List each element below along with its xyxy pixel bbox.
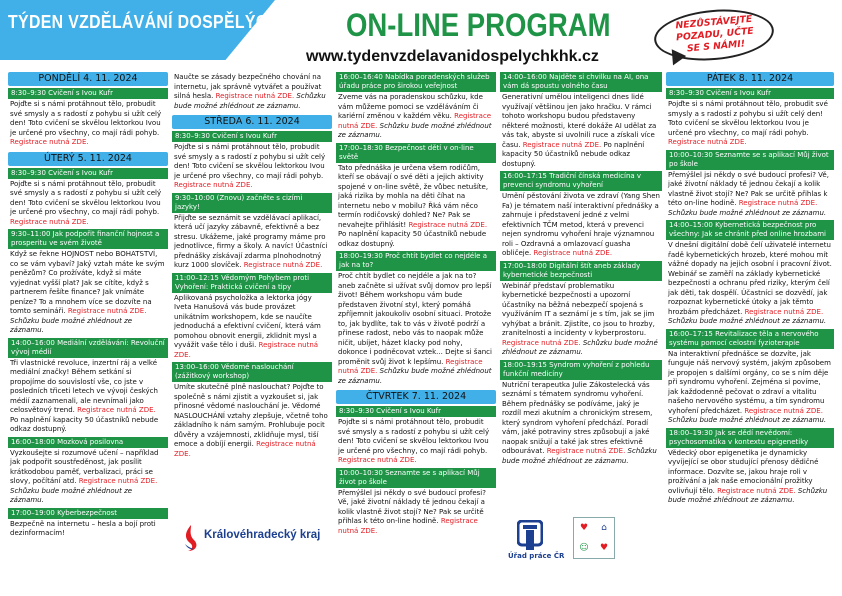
- session-title: 14:00–16:00 Mediální vzdělávání: Revoluční vývoj médií: [8, 338, 168, 358]
- session-text: Přemýšlel jsi někdy o své budoucí profesi? Vě, jaké životní náklady tě jednou čekají a kolik vlastně život stojí? Ne? Pak se určitě přihlas k této on-line hodině. Registrace nutná ZDE. Schůzku bude možné zhlédnout ze záznamu.: [668, 170, 829, 217]
- registration-link[interactable]: Registrace nutná ZDE.: [338, 456, 417, 464]
- registration-link[interactable]: Registrace nutná ZDE.: [338, 517, 478, 535]
- registration-link[interactable]: Registrace nutná ZDE.: [174, 440, 316, 458]
- website-link[interactable]: www.tydenvzdelavanidospelychkhk.cz: [306, 48, 599, 65]
- registration-link[interactable]: Registrace nutná ZDE.: [243, 261, 323, 269]
- session-text: Na interaktivní přednášce se dozvíte, jak funguje náš nervový systém, jakým způsobem je propojen s dalšími orgány, co se s ním děje při syndromu vyhoření. Zejména si povíme, jak každodenně pečovat o zdraví a vitalitu našeho nervového systému, a tím syndromu vyhoření předcházet. Registrace nutná ZDE. Schůzku bude možné zhlédnout ze záznamu.: [668, 349, 831, 424]
- registration-link[interactable]: Registrace nutná ZDE.: [10, 217, 89, 226]
- session-text: Generativní umělou inteligenci dnes lidé využívají většinou jen jako hračku. V rámci tohoto workshopu budou představeny některé možnosti, které dokáže AI udělat za vás tak, abyste si uvolnili ruce a získali více času. Registrace nutná ZDE. Po naplnění kapacity 50 účastníků nebude odkaz dostupný.: [502, 93, 657, 168]
- urad-prace-text: Úřad práce ČR: [508, 552, 565, 560]
- session-title: 8:30–9:30 Cvičení s Ivou Kufr: [336, 406, 496, 417]
- registration-link[interactable]: Registrace nutná ZDE.: [338, 357, 483, 375]
- recording-note: Schůzku bude možné zhlédnout ze záznamu.: [10, 316, 133, 334]
- session-text: Bezpečně na internetu – hesla a bojí proti dezinformacím!: [10, 519, 156, 537]
- kraj-logo-icon: [182, 524, 200, 552]
- column-1: [8, 72, 168, 539]
- registration-link[interactable]: Registrace nutná ZDE.: [502, 338, 581, 347]
- registration-link[interactable]: Registrace nutná ZDE.: [78, 477, 158, 485]
- session-title: 18:00–19:30 Proč chtít bydlet co nejdéle a jak na to?: [336, 251, 496, 271]
- session-text: Pojďte si s námi protáhnout tělo, probudit své smysly a s radostí z pohybu si užít celý den! Toto cvičení se skvělou lektorkou Ivou je určené pro všechny, co mají rádi pohyb. Registrace nutná ZDE.: [10, 100, 162, 146]
- urad-prace-icon: [517, 520, 543, 552]
- session-text: Vědecký obor epigenetika je dynamicky vyvíjející se obor studující přenosy dědičné informace. Dozvíte se, jakou hraje roli v prožívání a jak naše emocionální prožitky ovlivňují tělo. Registrace nutná ZDE. Schůzku bude možné zhlédnout ze záznamu.: [668, 448, 828, 504]
- registration-link[interactable]: Registrace nutná ZDE.: [77, 406, 156, 414]
- day-header: ČTVRTEK 7. 11. 2024: [336, 390, 496, 404]
- session-text: Nutriční terapeutka Julie Zákostelecká vás seznámí s tématem syndromu vyhoření. Během přednášky se podíváme, jaký je rozdíl mezi akutním a chronickým stresem, který syndrom vyhoření předchází. Poradí vám, jaké potraviny stres způsobují a jaké naopak snižují a také jak stres efektivně odbourávat. Registrace nutná ZDE. Schůzku bude možné zhlédnout ze záznamu.: [502, 380, 657, 465]
- column-4: [500, 72, 662, 466]
- session-title: 8:30–9:30 Cvičení s Ivou Kufr: [666, 88, 834, 99]
- session-text: Naučte se zásady bezpečného chování na internetu, jak správně vytvářet a používat silná hesla. Registrace nutná ZDE. Schůzku bude možné zhlédnout ze záznamu.: [174, 73, 326, 110]
- bubble-text: NEZŮSTÁVEJTE POZADU, UČTE SE S NÁMI!: [675, 13, 755, 55]
- registration-link[interactable]: Registrace nutná ZDE.: [10, 138, 89, 146]
- session-text: Vyzkoušejte si rozumové učení – například jak podpořit soustředěnost, jak posílit krátkodobou paměť, verbalizaci, práci se slovy, počítání atd. Registrace nutná ZDE. Schůzku bude možné zhlédnout ze záznamu.: [10, 448, 159, 504]
- banner-title: TÝDEN VZDĚLÁVÁNÍ DOSPĚLÝCH: [8, 12, 280, 32]
- session-title: 9:30–10:00 (Znovu) začněte s cizími jazyky!: [172, 193, 332, 213]
- person-icon: ☺: [579, 543, 589, 553]
- session-title: 16:00–16:40 Nabídka poradenských služeb úřadu práce pro širokou veřejnost: [336, 72, 496, 92]
- session-title: 10:00–10:30 Seznamte se s aplikací Můj život po škole: [666, 150, 834, 170]
- session-text: Když se řekne HOJNOST nebo BOHATSTVÍ, co se vám vybaví? Jaký vztah máte ke svým penězům? Co prožíváte, když si máte vyjednat vyšší plat? Jak se cítíte, když s partnerem řešíte finance? Jak vnímáte peníze? To a mnohem více se dozvíte na tomto semináři. Registrace nutná ZDE. Schůzku bude možné zhlédnout ze záznamu.: [10, 250, 165, 334]
- registration-link[interactable]: Registrace nutná ZDE.: [744, 406, 823, 415]
- registration-link[interactable]: Registrace nutná ZDE.: [408, 220, 488, 229]
- recording-note: Schůzku bude možné zhlédnout ze záznamu.: [174, 92, 326, 110]
- session-title: 10:00–10:30 Seznamte se s aplikací Můj život po škole: [336, 468, 496, 488]
- partner-logo: [573, 517, 615, 559]
- recording-note: Schůzku bude možné zhlédnout ze záznamu.: [502, 338, 658, 356]
- recording-note: Schůzku bude možné zhlédnout ze záznamu.: [668, 208, 827, 217]
- registration-link[interactable]: Registrace nutná ZDE.: [338, 112, 492, 130]
- registration-link[interactable]: Registrace nutná ZDE.: [717, 486, 796, 495]
- registration-link[interactable]: Registrace nutná ZDE.: [174, 341, 319, 359]
- session-title: 14:00–15:00 Kybernetická bezpečnost pro všechny: Jak se chránit před online hrozbami: [666, 220, 834, 240]
- column-3: [336, 72, 496, 536]
- session-title: 11:00–12:15 Vědomým Pohybem proti Vyhoření: Praktická cvičení a tipy: [172, 273, 332, 293]
- session-title: 8:30–9:30 Cvičení s Ivou Kufr: [8, 168, 168, 179]
- recording-note: Schůzku bude možné zhlédnout ze záznamu.: [668, 317, 827, 325]
- session-title: 16:00–18:00 Mozková posilovna: [8, 437, 168, 448]
- session-title: 8:30–9:30 Cvičení s Ivou Kufr: [8, 88, 168, 99]
- registration-link[interactable]: Registrace nutná ZDE.: [744, 307, 824, 316]
- session-text: Umění pěstování života ve zdraví (Yang Shen Fa) je tématem naší interaktivní přednášky a zahrnuje i představení jedné z velmi efektivních TČM metod, která v prevenci nejen syndromu vyhoření hraje významnou roli – Ozdravná a omlazovací guasha obličeje. Registrace nutná ZDE.: [502, 192, 660, 257]
- page-title: ON-LINE PROGRAM: [346, 7, 611, 43]
- recording-note: Schůzku bude možné zhlédnout ze záznamu.: [668, 486, 828, 504]
- session-title: 14:00–16:00 Najděte si chvilku na AI, ona vám dá spoustu volného času: [500, 72, 662, 92]
- session-text: Webinář představí problematiku kybernetické bezpečnosti a upozorní účastníky na běžná nebezpečí spojená s využíváním IT a seznámí je s tím, jak se jim vyhýbat a bránit. Zjistíte, co jsou to hrozby, zranitelnosti a incidenty v kyberprostoru. Registrace nutná ZDE. Schůzku bude možné zhlédnout ze záznamu.: [502, 281, 658, 356]
- session-title: 17:00–18:00 Digitální štít aneb základy kybernetické bezpečnosti: [500, 261, 662, 281]
- registration-link[interactable]: Registrace nutná ZDE.: [174, 181, 253, 189]
- column-5: [666, 72, 834, 506]
- session-title: 13:00–16:00 Vědomé naslouchání (zážitkový workshop): [172, 362, 332, 382]
- session-text: Zveme vás na poradenskou schůzku, kde vám můžeme pomoci se vzděláváním či kariérní změnou v každém věku. Registrace nutná ZDE. Schůzku bude možné zhlédnout ze záznamu.: [338, 93, 492, 139]
- session-text: Tři vlastnické revoluce, inzertní ráj a velké mediální značky! Během setkání si propojíme do souvislostí vše, co jste v posledních třiceti letech ve vývoji českých médií zaznamenali, ale nevnímali jako celosvětový trend. Registrace nutná ZDE. Po naplnění kapacity 50 účastníků nebude odkaz dostupný.: [10, 358, 159, 433]
- heart-icon: ♥: [599, 543, 609, 553]
- session-title: 16:00–17:15 Revitalizace těla a nervového systému pomocí celostní fyzioterapie: [666, 329, 834, 349]
- day-header: ÚTERÝ 5. 11. 2024: [8, 152, 168, 166]
- heart-icon: ♥: [579, 523, 589, 533]
- session-text: Aplikovaná psycholožka a lektorka jógy Iveta Hanušová vás bude provázet unikátním workshopem, kde se naučíte jednoduchá a efektivní cvičení, která vám pomohou obnovit energii, zklidnit mysl a vyvážit vaše tělo i duši. Registrace nutná ZDE.: [174, 293, 321, 359]
- recording-note: Schůzku bude možné zhlédnout ze záznamu.: [668, 416, 827, 424]
- day-header: PÁTEK 8. 11. 2024: [666, 72, 834, 86]
- day-header: STŘEDA 6. 11. 2024: [172, 115, 332, 129]
- registration-link[interactable]: Registrace nutná ZDE.: [546, 447, 626, 455]
- registration-link[interactable]: Registrace nutná ZDE.: [522, 140, 602, 149]
- session-title: 17:00–18:30 Bezpečnost dětí v on-line světě: [336, 143, 496, 163]
- session-text: Tato přednáška je určena všem rodičům, kteří se obávají o své děti a jejich aktivity spojené v on-line světě, že vůbec netušíte, jaká rizika by mohla na děti číhat na internetu nebo v mobilu? Řká vám něco termín rodičovský dohled? Ne? Pak se nevahejte přihlásit! Registrace nutná ZDE. Po naplnění kapacity 50 účastníků nebude odkaz dostupný.: [338, 163, 489, 248]
- day-header: PONDĚLÍ 4. 11. 2024: [8, 72, 168, 86]
- session-text: Pojďte si s námi protáhnout tělo, probudit své smysly a s radostí z pohybu si užít celý den! Toto cvičení se skvělou lektorkou Ivou je určené pro všechny, co mají rádi pohyb. Registrace nutná ZDE.: [668, 100, 828, 146]
- session-text: V dnešní digitální době čelí uživatelé internetu řadě kybernetických hrozeb, které mohou mít vážné dopady na jejich osobní i pracovní život. Webinář se zaměří na základy kybernetické bezpečnosti a ochranu před riziky, kterým čelí jak děti, tak dospělí. Účastníci se dozvědí, jak rozpoznat kybernetické útoky a jak těmto hrozbám předcházet. Registrace nutná ZDE. Schůzku bude možné zhlédnout ze záznamu.: [668, 241, 832, 325]
- recording-note: Schůzku bude možné zhlédnout ze záznamu.: [502, 447, 657, 465]
- recording-note: Schůzku bude možné zhlédnout ze záznamu.: [10, 486, 133, 504]
- session-text: Přemýšlel jsi někdy o své budoucí profesi? Vě, jaké životní náklady tě jednou čekají a kolik vlastně život stojí? Ne? Pak se určitě přihlas k této on-line hodině. Registrace nutná ZDE.: [338, 488, 486, 535]
- column-2: [172, 72, 332, 459]
- registration-link[interactable]: Registrace nutná ZDE.: [738, 199, 818, 207]
- recording-note: Schůzku bude možné zhlédnout ze záznamu.: [338, 367, 492, 385]
- session-title: 17:00–19:00 Kyberbezpečnost: [8, 508, 168, 519]
- session-text: Pojďte si s námi protáhnout tělo, probudit své smysly a s radostí z pohybu si užít celý den! Toto cvičení se skvělou lektorkou Ivou je určené pro všechny, co mají rádi pohyb. Registrace nutná ZDE.: [174, 143, 326, 189]
- registration-link[interactable]: Registrace nutná ZDE.: [533, 249, 613, 257]
- session-title: 16:00–17:15 Tradiční čínská medicína v prevenci syndromu vyhoření: [500, 171, 662, 191]
- session-text: Pojďte si s námi protáhnout tělo, probudit své smysly a s radostí z pohybu si užít celý den! Toto cvičení se skvělou lektorkou Ivou je určené pro všechny, co mají rádi pohyb. Registrace nutná ZDE.: [10, 179, 162, 226]
- session-title: 8:30–9:30 Cvičení s Ivou Kufr: [172, 131, 332, 142]
- registration-link[interactable]: Registrace nutná ZDE.: [67, 307, 147, 315]
- registration-link[interactable]: Registrace nutná ZDE.: [668, 138, 747, 146]
- house-icon: ⌂: [601, 523, 607, 533]
- session-title: 18:00–19:30 Jak se dědí nevědomí: psychosomatika v kontextu epigenetiky: [666, 428, 834, 448]
- registration-link[interactable]: Registrace nutná ZDE.: [215, 92, 295, 100]
- session-title: 9:30–11:00 Jak podpořit finanční hojnost a prosperitu ve svém životě: [8, 229, 168, 249]
- recording-note: Schůzku bude možné zhlédnout ze záznamu.: [338, 121, 492, 139]
- session-text: Proč chtít bydlet co nejdéle a jak na to? aneb začněte si užívat svůj domov pro lepší život! Během workshopu vám bude představen životní styl, který pomáhá zpříjemnit jakoukoliv osobní situaci. Protože to, jak bydlíte, tak to vás v životě podrží a přinese radost, nebo vás to naopak může ničit, ubíjet, házet klacky pod nohy, dokonce i podněcovat vztek... Dejte si šanci proměnit svůj život k lepšímu. Registrace nutná ZDE. Schůzku bude možné zhlédnout ze záznamu.: [338, 272, 492, 385]
- urad-prace-logo: [508, 520, 565, 560]
- session-text: Umíte skutečně plně naslouchat? Pojďte to společně s námi zjistit a vyzkoušet si, jak přinosné vědomé naslouchání je. Vědomé NASLOUCHÁNÍ vztahy zlepšuje, včetně toho základního k nám samým. Prohlubuje pocit důvěry a vzájemnosti, zklidňuje mysl, tiší emoce a dobíjí energii. Registrace nutná ZDE.: [174, 383, 328, 458]
- session-title: 18:00–19:15 Syndrom vyhoření z pohledu funkční medicíny: [500, 360, 662, 380]
- session-text: Pojďte si s námi protáhnout tělo, probudit své smysly a s radostí z pohybu si užít celý den! Toto cvičení se skvělou lektorkou Ivou je určené pro všechny, co mají rádi pohyb. Registrace nutná ZDE.: [338, 418, 490, 464]
- session-text: Přijďte se seznámit se vzdělávací aplikací, která učí jazyky zábavně, efektivně a bez stresu. Ukážeme, jaké programy máme pro jednotlivce, firmy a školy. A navíc! Účastníci přednášky získávají zdarma plnohodnotný kurz 1000 slovíček. Registrace nutná ZDE.: [174, 213, 328, 269]
- kraj-logo-text: Královéhradecký kraj: [204, 529, 321, 541]
